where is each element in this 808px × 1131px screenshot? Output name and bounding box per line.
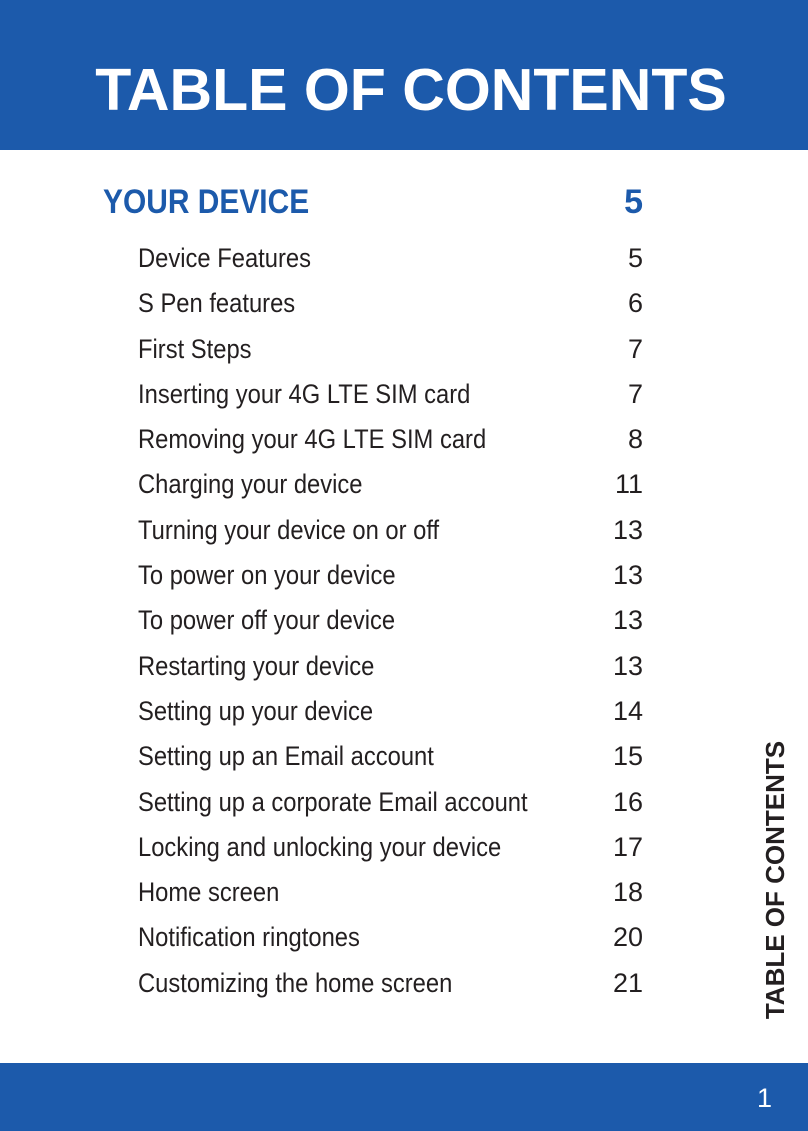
toc-entry-s-pen-features[interactable] [138, 281, 643, 326]
entry-title: S Pen features [138, 288, 296, 319]
entry-page-number: 18 [612, 877, 643, 908]
section-title: YOUR DEVICE [103, 183, 310, 221]
entry-page-number: 11 [614, 469, 643, 500]
entry-page-number: 8 [627, 424, 643, 455]
entry-title: Notification ringtones [138, 922, 360, 953]
footer-band [0, 1063, 808, 1131]
toc-entry-restarting[interactable] [138, 644, 643, 689]
toc-entry-charging[interactable] [138, 462, 643, 507]
entry-page-number: 17 [612, 831, 643, 862]
toc-list [138, 236, 643, 1006]
entry-page-number: 5 [627, 243, 643, 273]
toc-entry-locking[interactable] [138, 825, 643, 870]
entry-title: Removing your 4G LTE SIM card [138, 424, 487, 455]
entry-page-number: 7 [627, 378, 643, 409]
toc-entry-home-screen[interactable] [138, 870, 643, 915]
entry-title: Home screen [138, 877, 280, 908]
toc-entry-corporate-email[interactable] [138, 780, 643, 825]
entry-title: To power off your device [138, 605, 396, 636]
entry-page-number: 6 [627, 288, 643, 319]
toc-section-your-device[interactable] [103, 180, 643, 224]
toc-entry-customizing-home[interactable] [138, 961, 643, 1006]
section-page-number: 5 [624, 183, 643, 221]
entry-title: Turning your device on or off [138, 514, 440, 545]
page-number: 1 [756, 1083, 772, 1113]
toc-entry-email-account[interactable] [138, 734, 643, 779]
entry-title: Charging your device [138, 469, 363, 500]
toc-entry-removing-sim[interactable] [138, 417, 643, 462]
toc-entry-first-steps[interactable] [138, 327, 643, 372]
entry-page-number: 14 [612, 695, 643, 726]
entry-page-number: 7 [627, 333, 643, 364]
toc-entry-inserting-sim[interactable] [138, 372, 643, 417]
toc-entry-setting-up-device[interactable] [138, 689, 643, 734]
entry-title: Restarting your device [138, 650, 375, 681]
entry-page-number: 16 [612, 786, 643, 817]
toc-entry-power-on[interactable] [138, 553, 643, 598]
entry-title: Setting up your device [138, 695, 374, 726]
entry-page-number: 13 [612, 605, 643, 636]
entry-title: Device Features [138, 243, 312, 273]
entry-page-number: 20 [612, 922, 643, 953]
entry-title: Locking and unlocking your device [138, 831, 502, 862]
entry-page-number: 13 [612, 560, 643, 591]
entry-title: Setting up an Email account [138, 741, 434, 772]
toc-entry-turning-on-off[interactable] [138, 508, 643, 553]
entry-page-number: 13 [612, 650, 643, 681]
page-title: TABLE OF CONTENTS [95, 57, 727, 123]
entry-title: First Steps [138, 333, 252, 364]
toc-entry-device-features[interactable] [138, 236, 643, 281]
entry-page-number: 15 [612, 741, 643, 772]
entry-title: Inserting your 4G LTE SIM card [138, 378, 471, 409]
side-tab-label: TABLE OF CONTENTS [760, 740, 790, 1020]
entry-title: To power on your device [138, 560, 396, 591]
entry-title: Setting up a corporate Email account [138, 786, 528, 817]
toc-entry-power-off[interactable] [138, 598, 643, 643]
entry-page-number: 21 [612, 967, 643, 998]
entry-page-number: 13 [612, 514, 643, 545]
entry-title: Customizing the home screen [138, 967, 453, 998]
toc-entry-ringtones[interactable] [138, 915, 643, 960]
